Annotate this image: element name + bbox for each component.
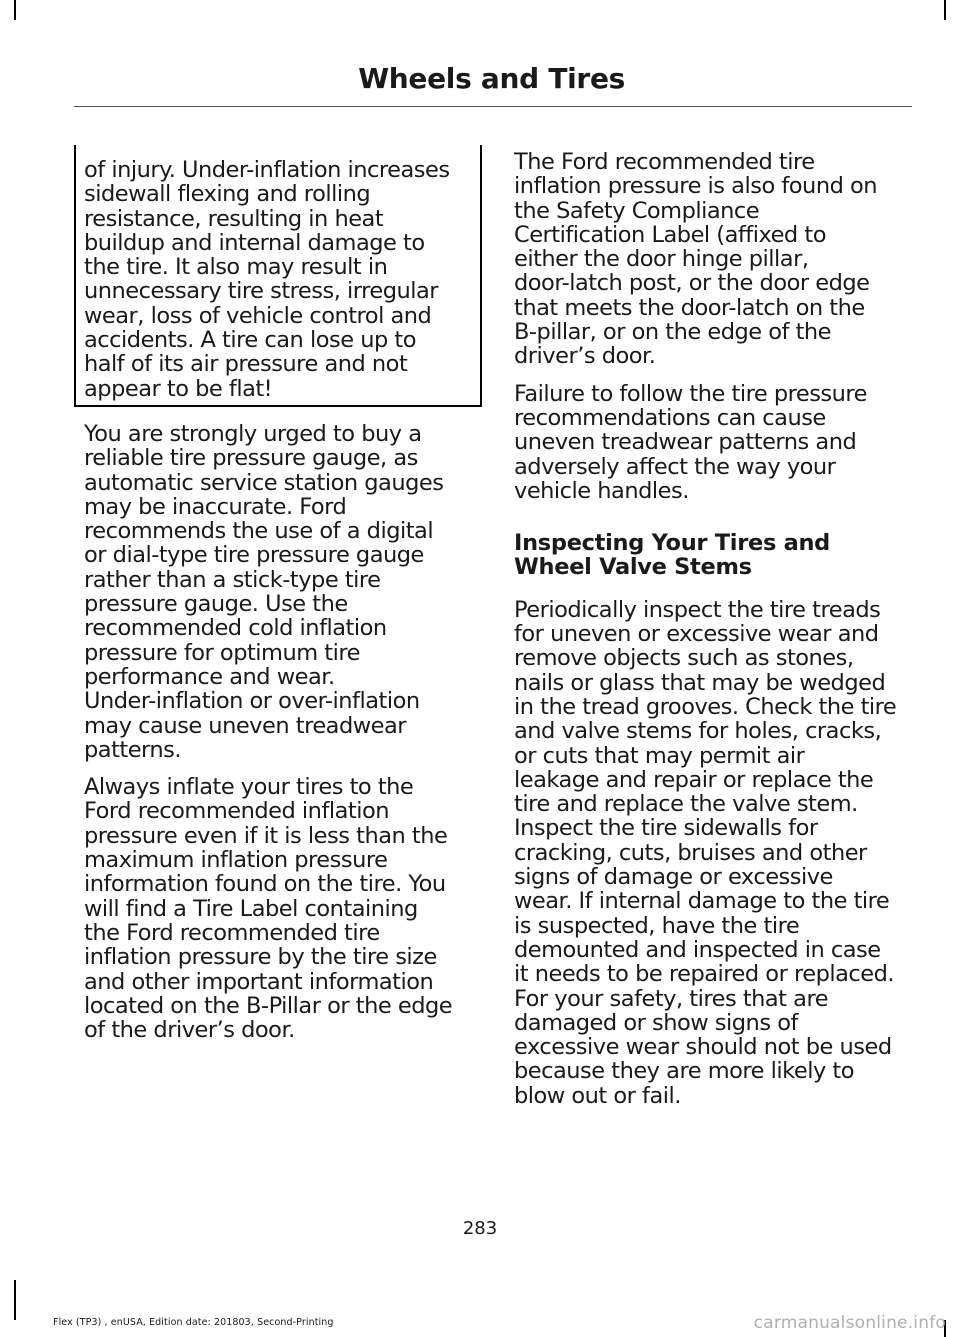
crop-mark-bottom-left	[14, 1280, 16, 1320]
paragraph-failure: Failure to follow the tire pressure recommendations can cause uneven treadwear patterns and adversely affect the way your vehicle handles.	[514, 380, 868, 504]
watermark: carmanualsonline.info	[753, 1313, 946, 1333]
crop-mark-top-right	[944, 0, 946, 20]
right-column	[514, 150, 910, 1121]
paragraph-gauge: You are strongly urged to buy a reliable tire pressure gauge, as automatic service station gauges may be inaccurate. Ford recommends the use of a digital or dial-type tire pressure gauge rather than a stick-type tire pressure gauge. Use the recommended cold inflation pressure for optimum tire performance and wear. Under-inflation or over-inflation may cause uneven treadwear patterns.	[84, 421, 444, 763]
crop-mark-top-left	[14, 0, 16, 20]
warning-text: of injury. Under-inflation increases sidewall flexing and rolling resistance, resulting in heat buildup and internal damage to the tire. It also may result in unnecessary tire stress, irregular wear, loss of vehicle control and accidents. A tire can lose up to half of its air pressure and not appear to be flat!	[84, 157, 450, 402]
section-heading: Inspecting Your Tires and Wheel Valve Stems	[514, 530, 830, 581]
paragraph-safety-label: The Ford recommended tire inflation pressure is also found on the Safety Compliance Certification Label (affixed to either the door hinge pillar, door-latch post, or the door edge that meets the door-latch on the B-pillar, or on the edge of the driver’s door.	[514, 149, 878, 370]
paragraph-inspect: Periodically inspect the tire treads for uneven or excessive wear and remove objects such as stones, nails or glass that may be wedged in the tread grooves. Check the tire and valve stems for holes, cracks, or cuts that may permit air leakage and repair or replace the tire and replace the valve stem. Inspect the tire sidewalls for cracking, cuts, bruises and other signs of damage or excessive wear. If internal damage to the tire is suspected, have the tire demounted and inspected in case it needs to be repaired or replaced. For your safety, tires that are damaged or show signs of excessive wear should not be used because they are more likely to blow out or fail.	[514, 596, 897, 1109]
page-number: 283	[462, 1218, 498, 1239]
page-title: Wheels and Tires	[358, 62, 625, 95]
header-divider	[74, 106, 912, 107]
left-column	[84, 422, 476, 1055]
paragraph-inflate: Always inflate your tires to the Ford recommended inflation pressure even if it is less than the maximum inflation pressure information found on the tire. You will find a Tire Label containing the Ford recommended tire inflation pressure by the tire size and other important information located on the B-Pillar or the edge of the driver’s door.	[84, 774, 453, 1044]
edition-footer: Flex (TP3) , enUSA, Edition date: 201803, Second-Printing	[53, 1317, 334, 1328]
